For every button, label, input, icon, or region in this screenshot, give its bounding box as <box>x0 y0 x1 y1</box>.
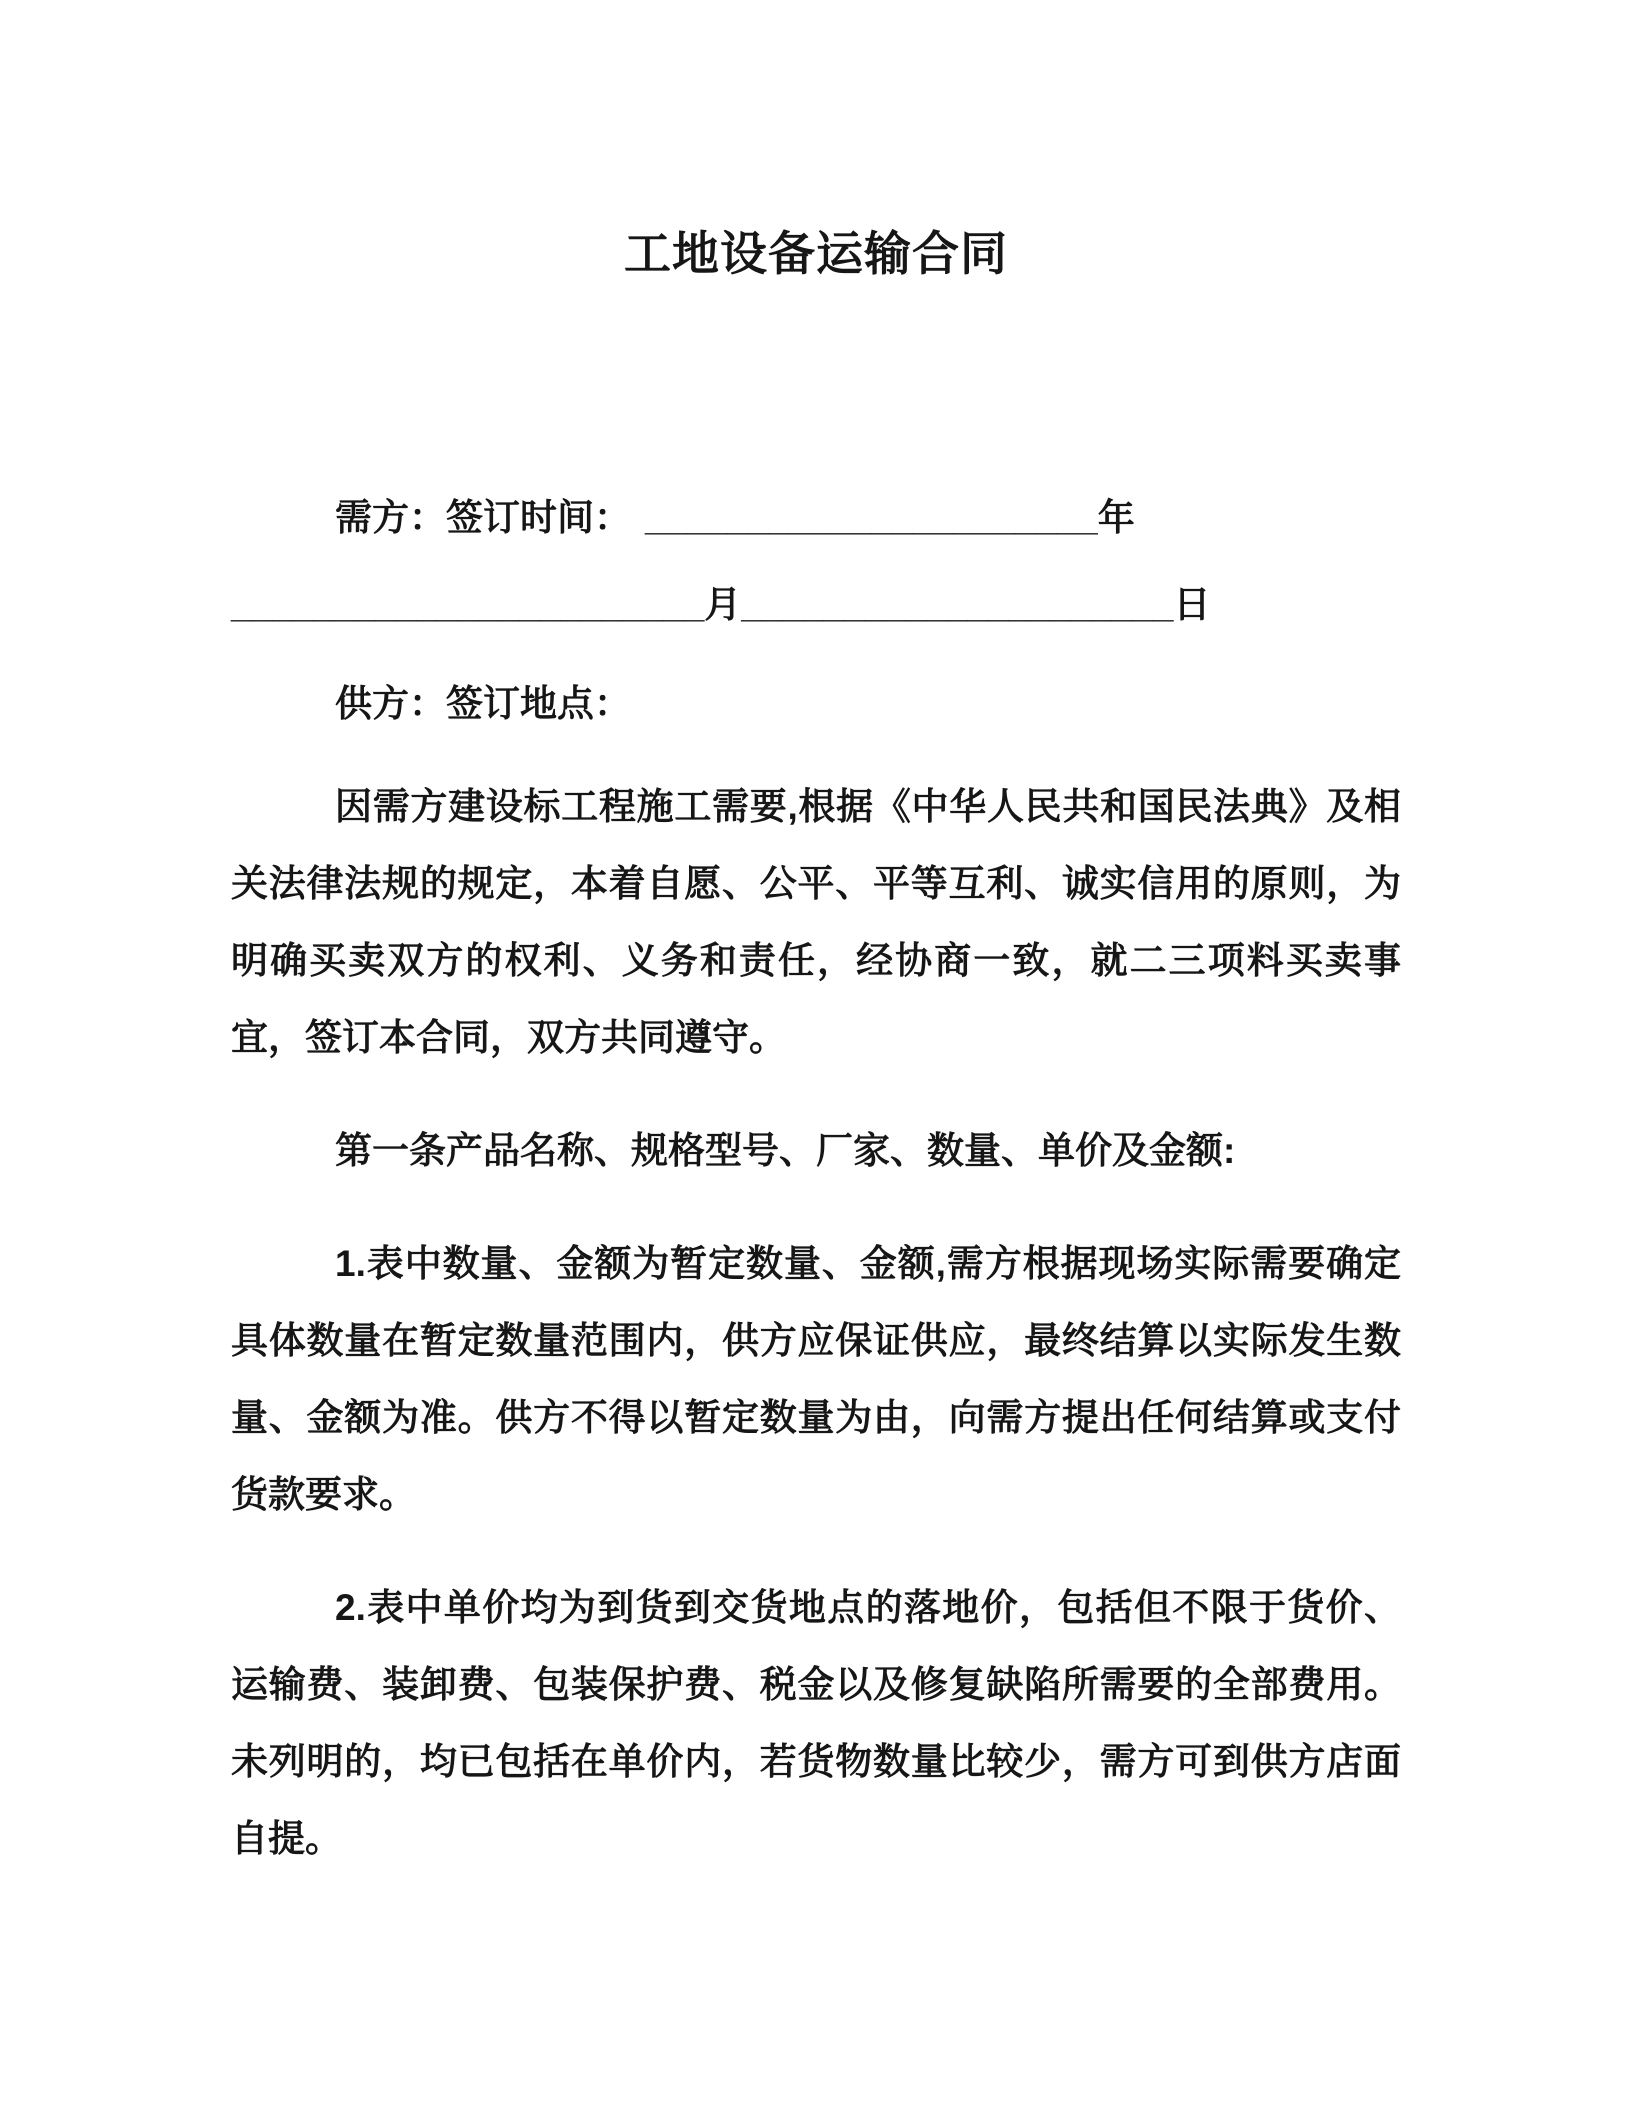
day-blank-field: _____________________ <box>741 584 1174 625</box>
supplier-sign-place-line: 供方：签订地点： <box>335 683 631 724</box>
preamble-paragraph: 因需方建设标工程施工需要,根据《中华人民共和国民法典》及相关法律法规的规定，本着自愿、公平、平等互利、诚实信用的原则，为明确买卖双方的权利、义务和责任，经协商一致，就二三项料买卖事宜，签订本合同，双方共同遵守。 <box>231 786 1401 1058</box>
year-blank-field: ______________________ <box>645 497 1098 538</box>
clause-1-paragraph: 1.表中数量、金额为暂定数量、金额,需方根据现场实际需要确定具体数量在暂定数量范围内，供方应保证供应，最终结算以实际发生数量、金额为准。供方不得以暂定数量为由，向需方提出任何结算或支付货款要求。 <box>231 1243 1401 1515</box>
document-title: 工地设备运输合同 <box>624 227 1008 280</box>
buyer-sign-time-label: 需方：签订时间： <box>335 497 631 538</box>
month-unit-label: 月 <box>704 584 742 625</box>
year-unit-label: 年 <box>1097 497 1135 538</box>
article-1-heading: 第一条产品名称、规格型号、厂家、数量、单价及金额: <box>335 1130 1236 1171</box>
day-unit-label: 日 <box>1173 584 1211 625</box>
month-blank-field: _______________________ <box>231 584 705 625</box>
date-paragraph-line-1 <box>231 479 1401 556</box>
clause-2-paragraph: 2.表中单价均为到货到交货地点的落地价，包括但不限于货价、运输费、装卸费、包装保护费、税金以及修复缺陷所需要的全部费用。未列明的，均已包括在单价内，若货物数量比较少，需方可到供方店面自提。 <box>231 1587 1401 1859</box>
date-paragraph-line-2 <box>231 566 1401 643</box>
